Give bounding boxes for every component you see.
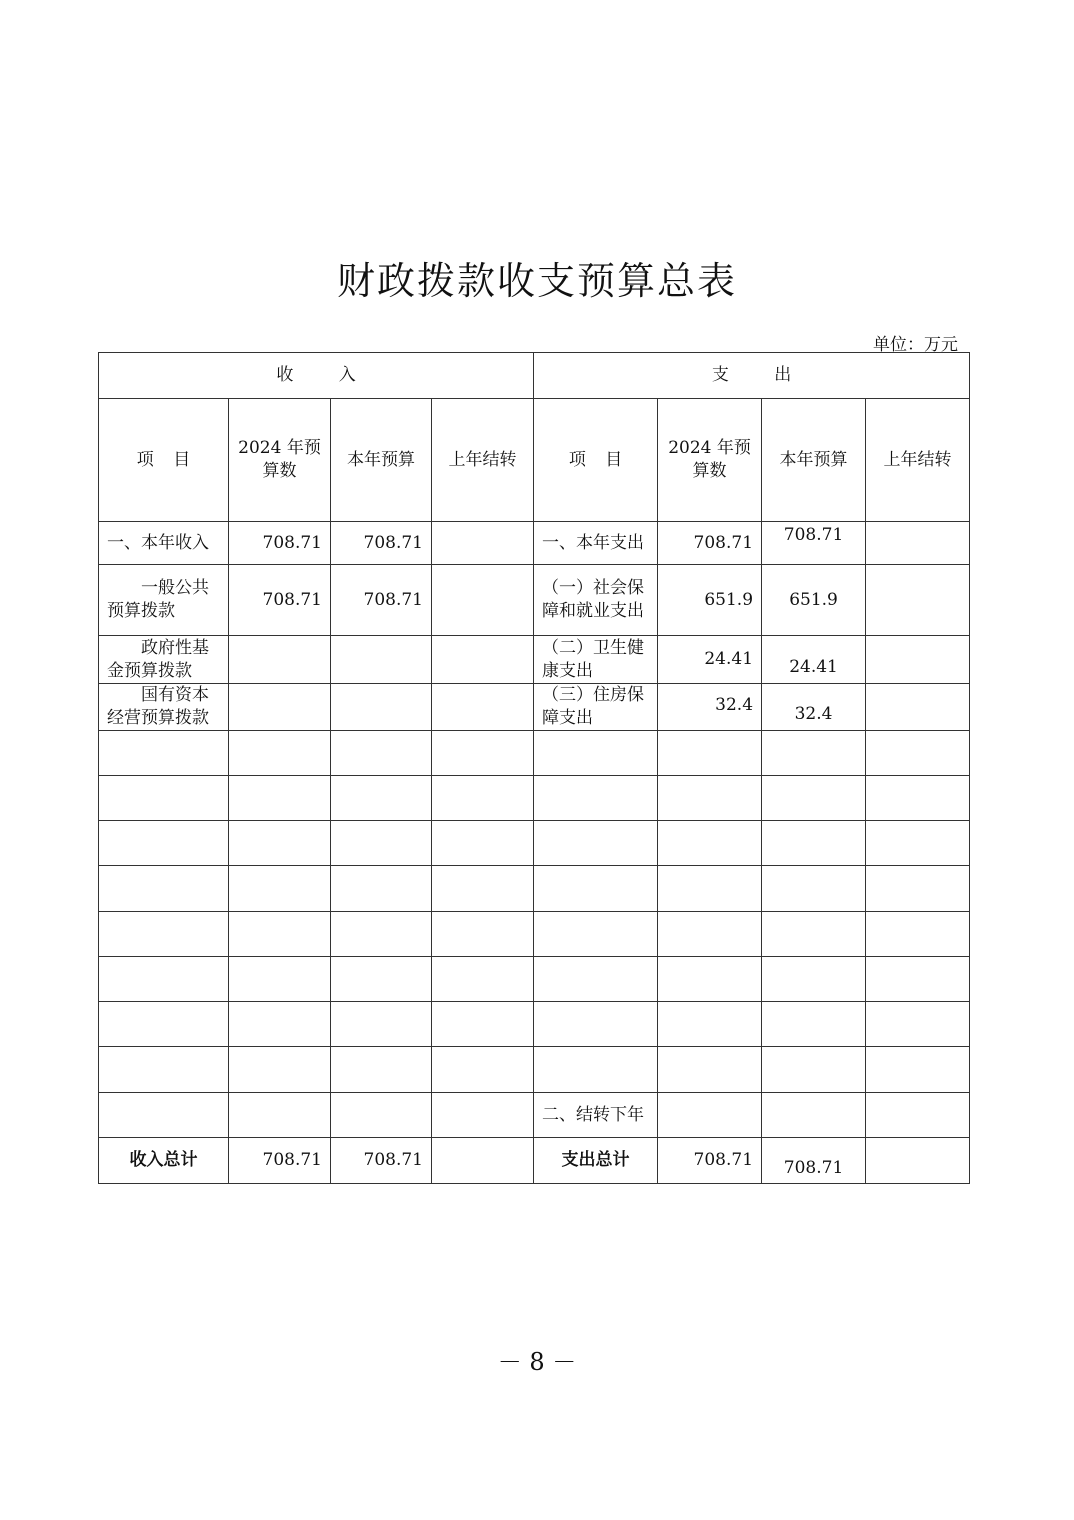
table-row — [99, 684, 970, 731]
empty-row — [99, 912, 970, 957]
col-header-budget-2024: 2024 年预算数 — [229, 399, 331, 522]
expense-carryover — [866, 684, 970, 731]
income-total-carryover — [432, 1138, 534, 1184]
page-title: 财政拨款收支预算总表 — [336, 259, 737, 303]
column-header-row — [99, 399, 970, 522]
income-budget-2024: 708.71 — [229, 522, 331, 565]
expense-budget-2024: 708.71 — [658, 522, 762, 565]
expense-carryover — [866, 636, 970, 684]
expense-header: 支 出 — [534, 353, 970, 399]
expense-total-budget-2024: 708.71 — [658, 1138, 762, 1184]
budget-table — [98, 352, 970, 1184]
income-carryover — [432, 565, 534, 636]
income-budget-2024 — [229, 684, 331, 731]
col-header-this-year: 本年预算 — [331, 399, 432, 522]
income-total-budget-2024: 708.71 — [229, 1138, 331, 1184]
carry-next-year-label: 二、结转下年 — [534, 1093, 658, 1138]
unit-label: 单位：万元 — [873, 335, 958, 355]
col-header-this-year: 本年预算 — [762, 399, 866, 522]
expense-carryover — [866, 565, 970, 636]
income-item: 一般公共预算拨款 — [99, 565, 229, 636]
income-this-year — [331, 636, 432, 684]
expense-this-year: 32.4 — [762, 684, 866, 731]
empty-row — [99, 776, 970, 821]
col-header-budget-2024: 2024 年预算数 — [658, 399, 762, 522]
income-budget-2024: 708.71 — [229, 565, 331, 636]
empty-row — [99, 957, 970, 1002]
income-this-year: 708.71 — [331, 565, 432, 636]
totals-row — [99, 1138, 970, 1184]
expense-this-year: 651.9 — [762, 565, 866, 636]
expense-item: （二）卫生健康支出 — [534, 636, 658, 684]
empty-row — [99, 821, 970, 866]
income-this-year — [331, 684, 432, 731]
col-header-item: 项 目 — [99, 399, 229, 522]
expense-budget-2024: 32.4 — [658, 684, 762, 731]
col-header-item: 项 目 — [534, 399, 658, 522]
expense-carryover — [866, 522, 970, 565]
expense-this-year: 708.71 — [762, 522, 866, 565]
empty-row — [99, 1047, 970, 1093]
expense-this-year: 24.41 — [762, 636, 866, 684]
empty-row — [99, 1002, 970, 1047]
expense-total-carryover — [866, 1138, 970, 1184]
income-total-label: 收入总计 — [99, 1138, 229, 1184]
expense-total-label: 支出总计 — [534, 1138, 658, 1184]
expense-item: （一）社会保障和就业支出 — [534, 565, 658, 636]
income-carryover — [432, 636, 534, 684]
table-row — [99, 565, 970, 636]
carry-next-year-row — [99, 1093, 970, 1138]
empty-row — [99, 731, 970, 776]
expense-budget-2024: 24.41 — [658, 636, 762, 684]
income-item: 国有资本经营预算拨款 — [99, 684, 229, 731]
income-this-year: 708.71 — [331, 522, 432, 565]
expense-item: （三）住房保障支出 — [534, 684, 658, 731]
col-header-carryover: 上年结转 — [866, 399, 970, 522]
empty-row — [99, 866, 970, 912]
income-budget-2024 — [229, 636, 331, 684]
section-header-row — [99, 353, 970, 399]
page-number: － 8 － — [497, 1348, 577, 1376]
income-item: 一、本年收入 — [99, 522, 229, 565]
income-carryover — [432, 522, 534, 565]
table-row — [99, 636, 970, 684]
table-row — [99, 522, 970, 565]
expense-total-this-year: 708.71 — [762, 1138, 866, 1184]
income-carryover — [432, 684, 534, 731]
income-item: 政府性基金预算拨款 — [99, 636, 229, 684]
income-total-this-year: 708.71 — [331, 1138, 432, 1184]
expense-item: 一、本年支出 — [534, 522, 658, 565]
expense-budget-2024: 651.9 — [658, 565, 762, 636]
col-header-carryover: 上年结转 — [432, 399, 534, 522]
income-header: 收 入 — [99, 353, 534, 399]
